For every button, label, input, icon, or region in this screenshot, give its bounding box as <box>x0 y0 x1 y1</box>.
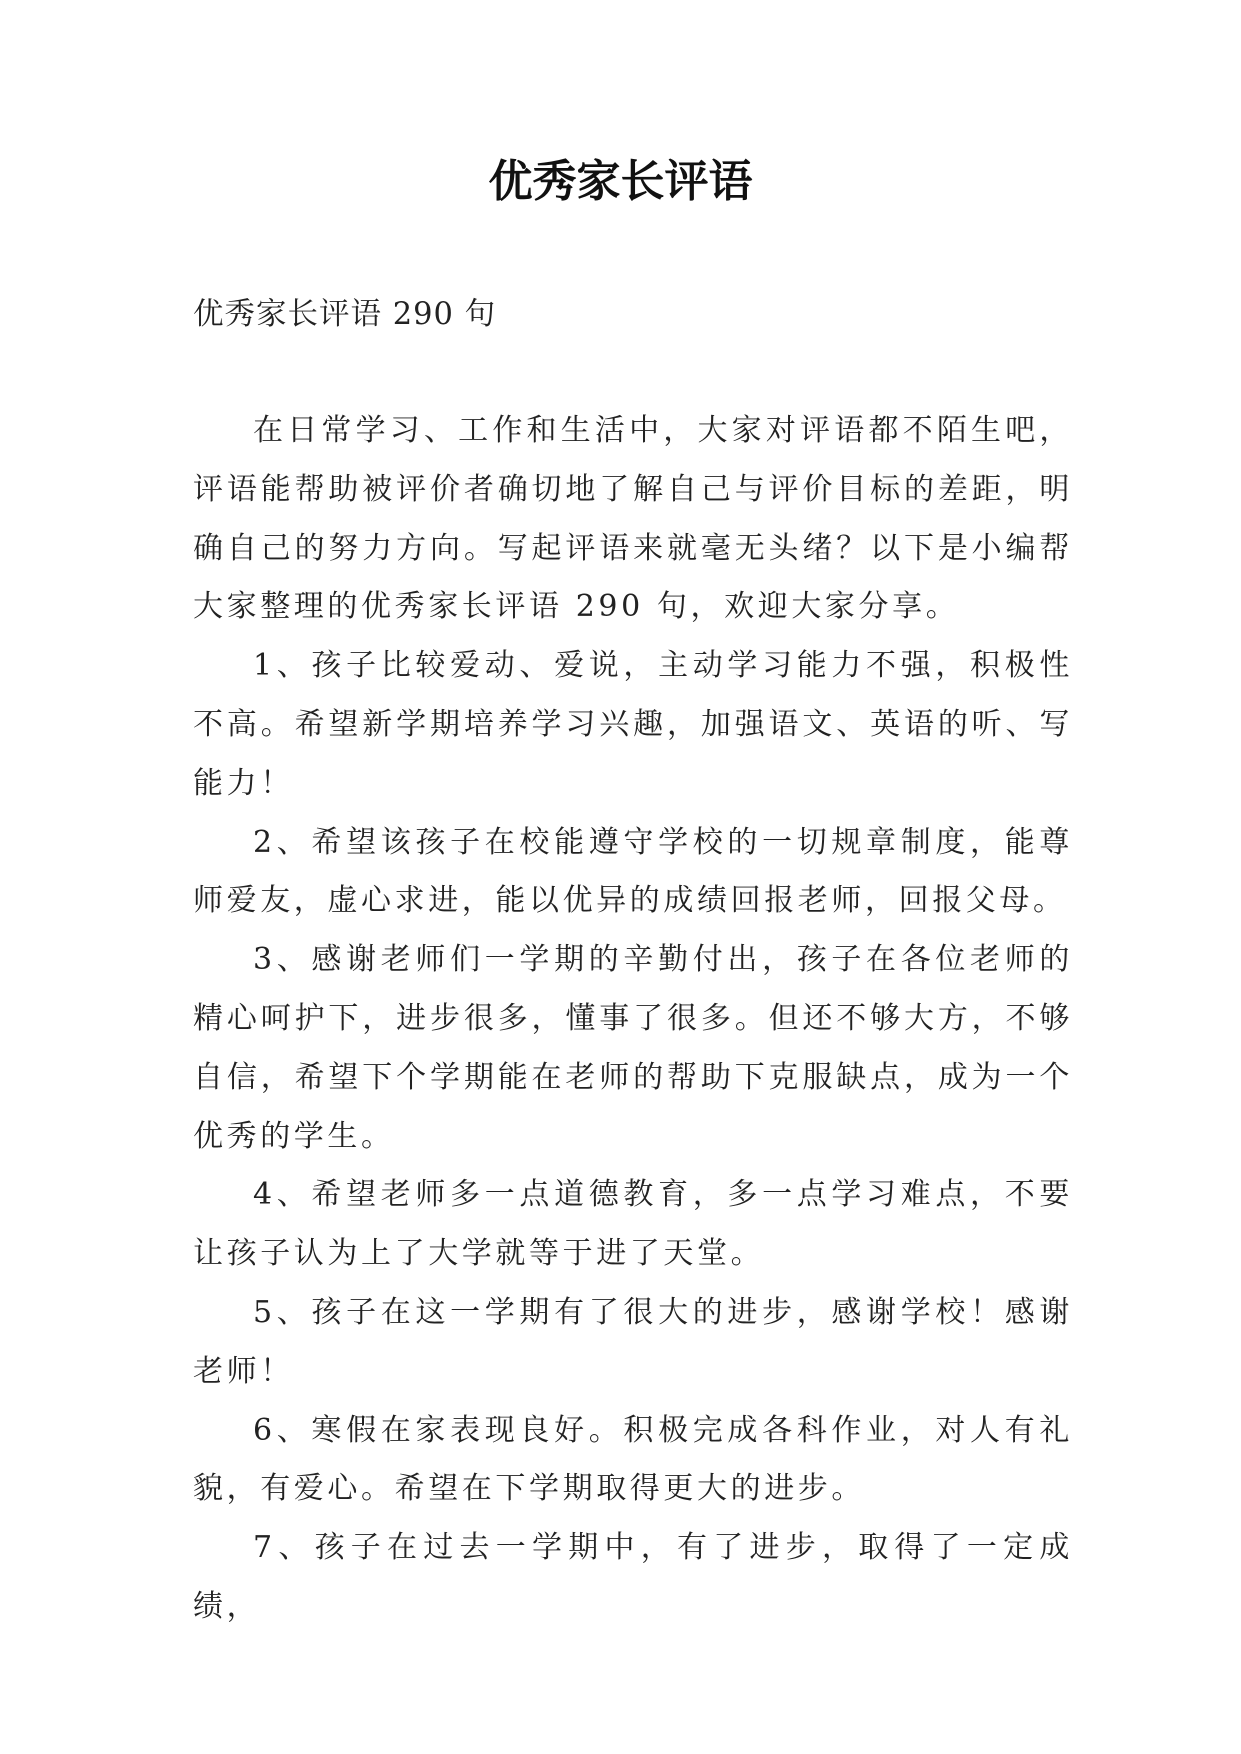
comment-paragraph: 3、感谢老师们一学期的辛勤付出，孩子在各位老师的精心呵护下，进步很多，懂事了很多。但还不够大方，不够自信，希望下个学期能在老师的帮助下克服缺点，成为一个优秀的学生。 <box>193 942 1073 1154</box>
page-title: 优秀家长评语 <box>488 156 753 207</box>
comment-paragraph: 5、孩子在这一学期有了很大的进步，感谢学校！感谢老师！ <box>193 1294 1073 1389</box>
intro-paragraph: 在日常学习、工作和生活中，大家对评语都不陌生吧，评语能帮助被评价者确切地了解自己与评价目标的差距，明确自己的努力方向。写起评语来就毫无头绪？以下是小编帮大家整理的优秀家长评语 290 句，欢迎大家分享。 <box>193 413 1073 625</box>
comment-paragraph: 6、寒假在家表现良好。积极完成各科作业，对人有礼貌，有爱心。希望在下学期取得更大的进步。 <box>193 1412 1073 1507</box>
document-body <box>193 402 1073 1637</box>
comment-paragraph: 1、孩子比较爱动、爱说，主动学习能力不强，积极性不高。希望新学期培养学习兴趣，加强语文、英语的听、写能力！ <box>193 648 1073 801</box>
document-subtitle: 优秀家长评语 290 句 <box>193 297 497 332</box>
comment-paragraph: 7、孩子在过去一学期中，有了进步，取得了一定成绩， <box>193 1530 1073 1624</box>
comment-paragraph: 2、希望该孩子在校能遵守学校的一切规章制度，能尊师爱友，虚心求进，能以优异的成绩回报老师，回报父母。 <box>193 824 1073 919</box>
comment-paragraph: 4、希望老师多一点道德教育，多一点学习难点，不要让孩子认为上了大学就等于进了天堂。 <box>193 1177 1073 1272</box>
